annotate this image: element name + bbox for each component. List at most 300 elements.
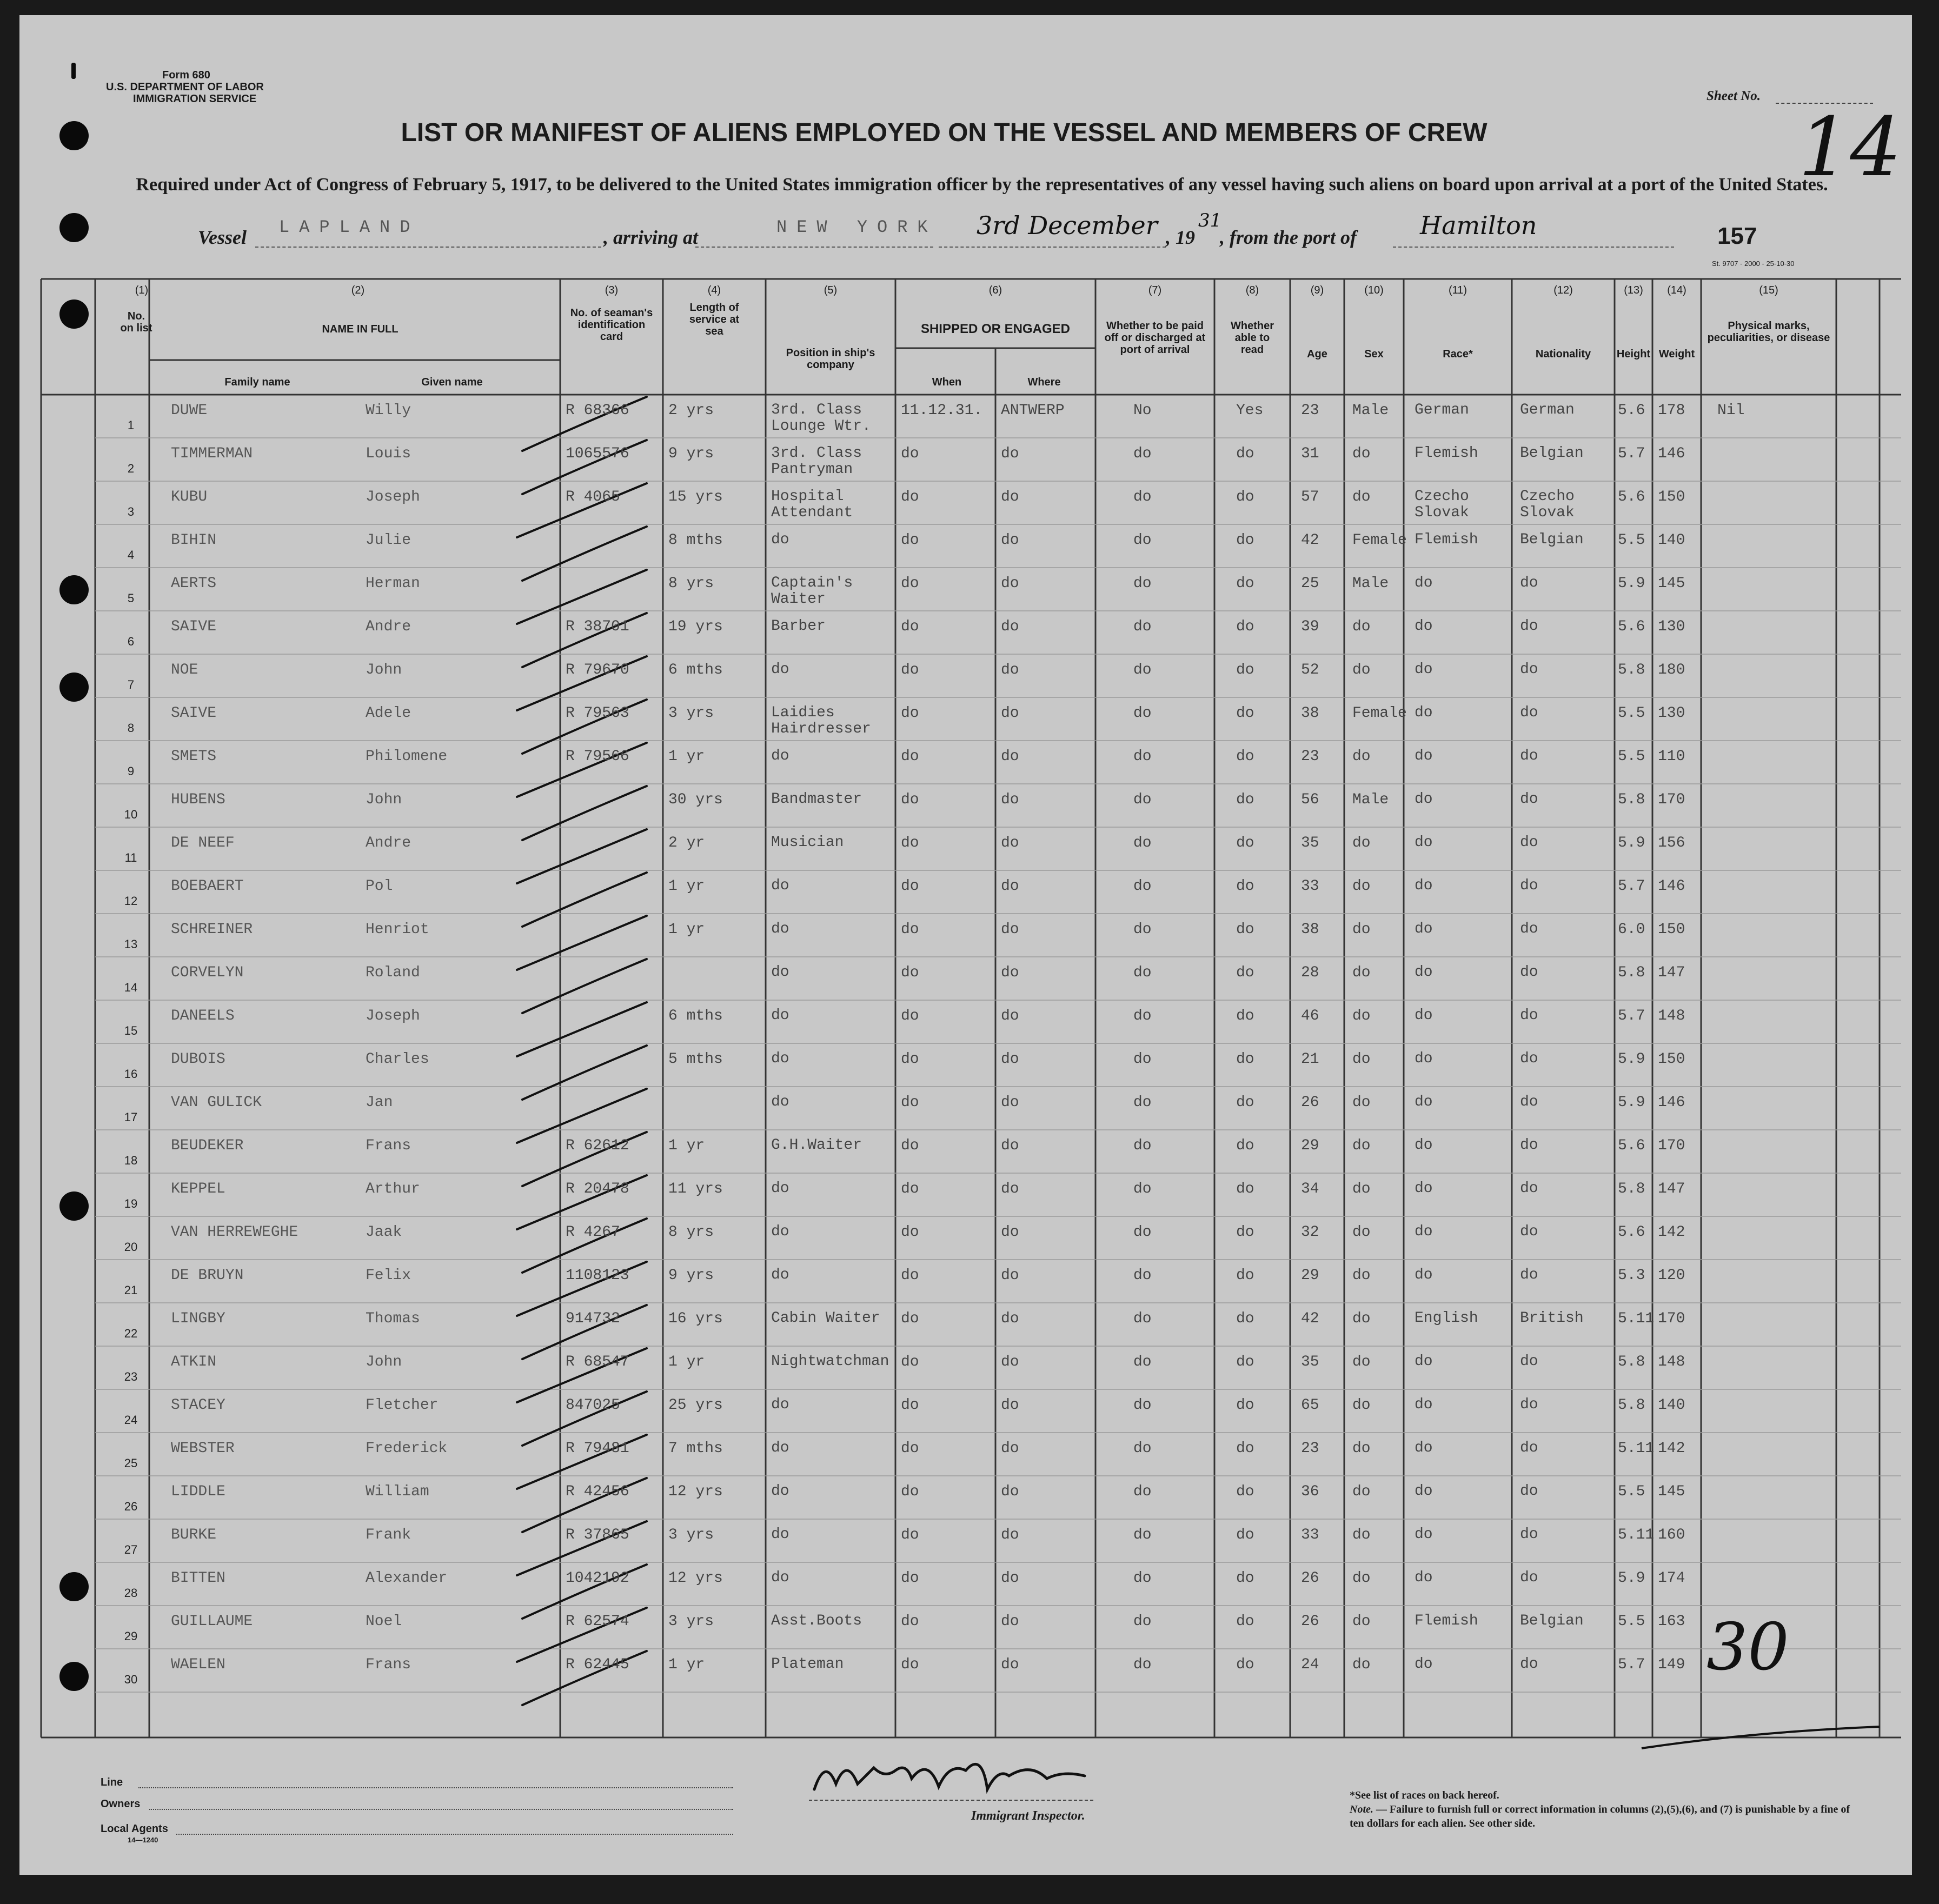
col13-number: (13): [1624, 284, 1643, 296]
col3-header: No. of seaman's identification card: [570, 307, 653, 343]
sex: do: [1352, 1527, 1371, 1543]
nationality: do: [1520, 1267, 1538, 1283]
shipped-when: do: [901, 1008, 919, 1024]
given-name: John: [366, 1354, 402, 1370]
able-to-read: do: [1236, 1440, 1254, 1457]
sex: do: [1352, 445, 1371, 462]
able-to-read: do: [1236, 705, 1254, 722]
agents-rule: [176, 1834, 733, 1835]
paid-off: do: [1133, 1354, 1152, 1370]
height: 5.3: [1618, 1267, 1645, 1284]
able-to-read: do: [1236, 1267, 1254, 1284]
race: do: [1415, 618, 1433, 635]
weight: 140: [1658, 532, 1685, 549]
paid-off: do: [1133, 1656, 1152, 1673]
col1-number: (1): [135, 284, 149, 296]
age: 33: [1301, 1527, 1319, 1543]
position: 3rd. Class Pantryman: [771, 445, 862, 478]
race: do: [1415, 1569, 1433, 1586]
shipped-where: do: [1001, 445, 1019, 462]
age: 32: [1301, 1224, 1319, 1241]
row-number: 9: [127, 764, 135, 778]
owners-label: Owners: [101, 1798, 141, 1810]
year-prefix: , 19: [1166, 227, 1195, 248]
service-length: 16 yrs: [668, 1310, 723, 1327]
height: 6.0: [1618, 921, 1645, 938]
shipped-where: do: [1001, 1137, 1019, 1154]
race: do: [1415, 1440, 1433, 1456]
sex: do: [1352, 1354, 1371, 1370]
height: 5.6: [1618, 402, 1645, 419]
row-number: 3: [127, 505, 135, 518]
race: do: [1415, 1396, 1433, 1413]
race: do: [1415, 575, 1433, 591]
height: 5.11: [1618, 1310, 1655, 1327]
height: 5.9: [1618, 1570, 1645, 1587]
race: do: [1415, 1526, 1433, 1543]
able-to-read: Yes: [1236, 402, 1264, 419]
sex: do: [1352, 878, 1371, 895]
weight: 148: [1658, 1354, 1685, 1370]
able-to-read: do: [1236, 1613, 1254, 1630]
service-length: 9 yrs: [668, 445, 714, 462]
row-number: 18: [124, 1154, 138, 1167]
paid-off: do: [1133, 1397, 1152, 1414]
row-number: 1: [127, 418, 135, 432]
age: 36: [1301, 1483, 1319, 1500]
position: Captain's Waiter: [771, 575, 853, 608]
sex: do: [1352, 1397, 1371, 1414]
note-label: Note.: [1350, 1803, 1373, 1815]
weight: 160: [1658, 1527, 1685, 1543]
page-title: LIST OR MANIFEST OF ALIENS EMPLOYED ON THE VESSEL AND MEMBERS OF CREW: [401, 118, 1488, 147]
race: do: [1415, 1180, 1433, 1197]
nationality: German: [1520, 402, 1575, 418]
family-name: DE NEEF: [171, 835, 235, 851]
nationality: Belgian: [1520, 445, 1584, 462]
id-card: 847025: [566, 1397, 620, 1414]
position: do: [771, 921, 789, 937]
print-code: St. 9707 - 2000 - 25-10-30: [1712, 259, 1795, 268]
shipped-when: do: [901, 878, 919, 895]
height: 5.6: [1618, 489, 1645, 505]
weight: 149: [1658, 1656, 1685, 1673]
shipped-where: do: [1001, 575, 1019, 592]
height: 5.7: [1618, 878, 1645, 895]
nationality: do: [1520, 1526, 1538, 1543]
height: 5.8: [1618, 1397, 1645, 1414]
id-card: R 4267: [566, 1224, 620, 1241]
height: 5.8: [1618, 1354, 1645, 1370]
position: do: [771, 1094, 789, 1110]
nationality: do: [1520, 618, 1538, 635]
shipped-when: do: [901, 1483, 919, 1500]
age: 31: [1301, 445, 1319, 462]
able-to-read: do: [1236, 575, 1254, 592]
given-name: Frank: [366, 1527, 411, 1543]
family-name: GUILLAUME: [171, 1613, 253, 1630]
family-name: DUBOIS: [171, 1051, 225, 1068]
col6-number: (6): [988, 284, 1002, 296]
row-number: 22: [124, 1327, 138, 1340]
position: Barber: [771, 618, 826, 635]
given-name: Herman: [366, 575, 420, 592]
family-name: CORVELYN: [171, 964, 244, 981]
shipped-when: do: [901, 1094, 919, 1111]
age: 52: [1301, 662, 1319, 678]
family-name: BITTEN: [171, 1570, 225, 1587]
position: Cabin Waiter: [771, 1310, 880, 1327]
col2a-header: Family name: [224, 376, 290, 388]
nationality: do: [1520, 1353, 1538, 1370]
shipped-when: do: [901, 1354, 919, 1370]
position: Musician: [771, 834, 844, 851]
height: 5.6: [1618, 618, 1645, 635]
given-name: Charles: [366, 1051, 429, 1068]
shipped-where: do: [1001, 1310, 1019, 1327]
family-name: KEPPEL: [171, 1181, 225, 1197]
id-card: R 37865: [566, 1527, 629, 1543]
position: do: [771, 1180, 789, 1197]
age: 26: [1301, 1570, 1319, 1587]
shipped-when: do: [901, 964, 919, 981]
family-name: BOEBAERT: [171, 878, 244, 895]
family-name: SMETS: [171, 748, 217, 765]
height: 5.8: [1618, 1181, 1645, 1197]
age: 35: [1301, 1354, 1319, 1370]
able-to-read: do: [1236, 1137, 1254, 1154]
able-to-read: do: [1236, 662, 1254, 678]
age: 23: [1301, 748, 1319, 765]
weight: 120: [1658, 1267, 1685, 1284]
race: do: [1415, 748, 1433, 764]
shipped-when: do: [901, 1440, 919, 1457]
service-length: 1 yr: [668, 878, 705, 895]
sex: do: [1352, 1267, 1371, 1284]
nationality: do: [1520, 1050, 1538, 1067]
height: 5.9: [1618, 1094, 1645, 1111]
check-marks: [517, 397, 647, 1705]
given-name: Thomas: [366, 1310, 420, 1327]
shipped-when: do: [901, 1267, 919, 1284]
position: do: [771, 1483, 789, 1500]
height: 5.11: [1618, 1527, 1655, 1543]
row-number: 16: [124, 1067, 138, 1081]
paid-off: do: [1133, 964, 1152, 981]
service-length: 12 yrs: [668, 1483, 723, 1500]
shipped-where: do: [1001, 1483, 1019, 1500]
sex: do: [1352, 1181, 1371, 1197]
row-number: 24: [124, 1413, 138, 1427]
col6a-header: When: [932, 376, 962, 388]
race: Flemish: [1415, 531, 1478, 548]
able-to-read: do: [1236, 1008, 1254, 1024]
able-to-read: do: [1236, 532, 1254, 549]
sex: do: [1352, 489, 1371, 505]
position: do: [771, 877, 789, 894]
row-number: 6: [127, 635, 135, 648]
nationality: do: [1520, 877, 1538, 894]
race: do: [1415, 877, 1433, 894]
height: 5.8: [1618, 964, 1645, 981]
sex: do: [1352, 1051, 1371, 1068]
row-number: 7: [127, 678, 135, 691]
able-to-read: do: [1236, 1527, 1254, 1543]
service-length: 11 yrs: [668, 1181, 723, 1197]
age: 42: [1301, 1310, 1319, 1327]
date-underline: [939, 247, 1166, 248]
race: do: [1415, 704, 1433, 721]
row-number: 10: [124, 808, 138, 821]
position: do: [771, 1526, 789, 1543]
paid-off: do: [1133, 1483, 1152, 1500]
height: 5.7: [1618, 1656, 1645, 1673]
paid-off: do: [1133, 705, 1152, 722]
family-name: DANEELS: [171, 1008, 235, 1024]
shipped-where: do: [1001, 532, 1019, 549]
service-length: 6 mths: [668, 662, 723, 678]
weight: 146: [1658, 878, 1685, 895]
nationality: do: [1520, 1223, 1538, 1240]
family-name: STACEY: [171, 1397, 225, 1414]
vessel-name: LAPLAND: [279, 217, 420, 237]
service-length: 6 mths: [668, 1008, 723, 1024]
position: do: [771, 1007, 789, 1024]
position: Nightwatchman: [771, 1353, 889, 1370]
sex: do: [1352, 1094, 1371, 1111]
age: 28: [1301, 964, 1319, 981]
race: do: [1415, 1137, 1433, 1154]
service-length: 30 yrs: [668, 791, 723, 808]
position: do: [771, 531, 789, 548]
paid-off: do: [1133, 878, 1152, 895]
page-number: 157: [1717, 223, 1757, 249]
weight: 180: [1658, 662, 1685, 678]
position: do: [771, 1223, 789, 1240]
shipped-when: do: [901, 445, 919, 462]
shipped-when: do: [901, 489, 919, 505]
nationality: do: [1520, 1396, 1538, 1413]
age: 38: [1301, 705, 1319, 722]
given-name: Adele: [366, 705, 411, 722]
sex: do: [1352, 1483, 1371, 1500]
col4-number: (4): [707, 284, 721, 296]
given-name: Frans: [366, 1656, 411, 1673]
col2-header: NAME IN FULL: [322, 323, 399, 335]
sex: do: [1352, 1570, 1371, 1587]
paid-off: do: [1133, 618, 1152, 635]
sheet-number-label: Sheet No.: [1706, 89, 1761, 103]
height: 5.7: [1618, 1008, 1645, 1024]
able-to-read: do: [1236, 1051, 1254, 1068]
shipped-where: do: [1001, 1527, 1019, 1543]
height: 5.8: [1618, 791, 1645, 808]
paid-off: do: [1133, 835, 1152, 851]
sex: do: [1352, 835, 1371, 851]
race: do: [1415, 1007, 1433, 1024]
id-card: 914732: [566, 1310, 620, 1327]
given-name: Pol: [366, 878, 393, 895]
id-card: R 42456: [566, 1483, 629, 1500]
form-identifier: [106, 69, 264, 105]
race: German: [1415, 402, 1469, 418]
service-length: 12 yrs: [668, 1570, 723, 1587]
paid-off: do: [1133, 662, 1152, 678]
weight: 148: [1658, 1008, 1685, 1024]
race: do: [1415, 661, 1433, 678]
weight: 163: [1658, 1613, 1685, 1630]
weight: 140: [1658, 1397, 1685, 1414]
family-name: KUBU: [171, 489, 208, 505]
paid-off: do: [1133, 1137, 1152, 1154]
sex: do: [1352, 1440, 1371, 1457]
id-card: R 68366: [566, 402, 629, 419]
row-number: 29: [124, 1629, 138, 1643]
weight: 170: [1658, 1137, 1685, 1154]
race: do: [1415, 1094, 1433, 1110]
col7-number: (7): [1148, 284, 1162, 296]
family-name: LIDDLE: [171, 1483, 225, 1500]
given-name: Julie: [366, 532, 411, 549]
shipped-where: do: [1001, 964, 1019, 981]
col2-number: (2): [351, 284, 365, 296]
shipped-when: do: [901, 618, 919, 635]
family-name: ATKIN: [171, 1354, 217, 1370]
binder-hole: [59, 213, 89, 242]
nationality: do: [1520, 834, 1538, 851]
row-number: 15: [124, 1024, 138, 1037]
sex: do: [1352, 964, 1371, 981]
family-name: VAN HERREWEGHE: [171, 1224, 298, 1241]
position: do: [771, 964, 789, 981]
race: do: [1415, 834, 1433, 851]
height: 5.6: [1618, 1137, 1645, 1154]
col6b-header: Where: [1027, 376, 1061, 388]
weight: 170: [1658, 791, 1685, 808]
family-name: VAN GULICK: [171, 1094, 262, 1111]
col4-header: Length of service at sea: [689, 302, 740, 337]
sex: do: [1352, 1656, 1371, 1673]
age: 21: [1301, 1051, 1319, 1068]
shipped-when: do: [901, 575, 919, 592]
sex: Male: [1352, 575, 1389, 592]
height: 5.6: [1618, 1224, 1645, 1241]
able-to-read: do: [1236, 445, 1254, 462]
shipped-when: 11.12.31.: [901, 402, 983, 419]
age: 29: [1301, 1267, 1319, 1284]
position: do: [771, 1569, 789, 1586]
height: 5.9: [1618, 835, 1645, 851]
height: 5.5: [1618, 748, 1645, 765]
department: U.S. DEPARTMENT OF LABOR: [106, 81, 264, 93]
weight: 130: [1658, 618, 1685, 635]
family-name: NOE: [171, 662, 198, 678]
sex: Female: [1352, 532, 1407, 549]
height: 5.5: [1618, 1483, 1645, 1500]
vessel-label: Vessel: [198, 227, 247, 248]
row-number: 11: [124, 851, 137, 864]
given-name: Frederick: [366, 1440, 448, 1457]
weight: 150: [1658, 921, 1685, 938]
paid-off: do: [1133, 1008, 1152, 1024]
shipped-where: ANTWERP: [1001, 402, 1065, 419]
given-name: Fletcher: [366, 1397, 439, 1414]
able-to-read: do: [1236, 921, 1254, 938]
binder-hole: [59, 121, 89, 150]
nationality: do: [1520, 1569, 1538, 1586]
nationality: do: [1520, 1094, 1538, 1110]
service-length: 25 yrs: [668, 1397, 723, 1414]
given-name: Henriot: [366, 921, 429, 938]
height: 5.5: [1618, 705, 1645, 722]
port-underline: [695, 247, 933, 248]
row-number: 25: [124, 1456, 138, 1470]
paid-off: do: [1133, 532, 1152, 549]
weight: 170: [1658, 1310, 1685, 1327]
row-number: 28: [124, 1586, 138, 1600]
paid-off: do: [1133, 1224, 1152, 1241]
height: 5.9: [1618, 575, 1645, 592]
paid-off: do: [1133, 575, 1152, 592]
position: do: [771, 1050, 789, 1067]
family-name: DUWE: [171, 402, 208, 419]
row-number: 19: [124, 1197, 138, 1210]
paid-off: do: [1133, 1310, 1152, 1327]
service-length: 3 yrs: [668, 1613, 714, 1630]
nationality: do: [1520, 1656, 1538, 1673]
row-number: 30: [124, 1673, 138, 1686]
given-name: Arthur: [366, 1181, 420, 1197]
form-number: Form 680: [162, 69, 210, 81]
paid-off: do: [1133, 1570, 1152, 1587]
sex: do: [1352, 618, 1371, 635]
race: Flemish: [1415, 445, 1478, 462]
col3-number: (3): [605, 284, 619, 296]
service: IMMIGRATION SERVICE: [133, 93, 257, 105]
family-name: BIHIN: [171, 532, 217, 549]
arriving-label: , arriving at: [603, 227, 699, 248]
shipped-where: do: [1001, 748, 1019, 765]
year-handwritten: 31: [1198, 210, 1222, 231]
race: Czecho Slovak: [1415, 488, 1469, 521]
position: Hospital Attendant: [771, 488, 853, 521]
from-port: Hamilton: [1420, 211, 1537, 240]
age: 23: [1301, 402, 1319, 419]
shipped-when: do: [901, 662, 919, 678]
shipped-where: do: [1001, 1397, 1019, 1414]
shipped-where: do: [1001, 1570, 1019, 1587]
id-card: R 38701: [566, 618, 629, 635]
age: 33: [1301, 878, 1319, 895]
paid-off: No: [1133, 402, 1152, 419]
sex: Male: [1352, 791, 1389, 808]
age: 38: [1301, 921, 1319, 938]
age: 56: [1301, 791, 1319, 808]
shipped-where: do: [1001, 1008, 1019, 1024]
col5-number: (5): [824, 284, 838, 296]
vessel-underline: [255, 247, 601, 248]
able-to-read: do: [1236, 1354, 1254, 1370]
shipped-where: do: [1001, 489, 1019, 505]
family-name: BURKE: [171, 1527, 217, 1543]
shipped-when: do: [901, 1570, 919, 1587]
nationality: do: [1520, 964, 1538, 981]
weight: 147: [1658, 1181, 1685, 1197]
service-length: 19 yrs: [668, 618, 723, 635]
height: 5.8: [1618, 662, 1645, 678]
shipped-where: do: [1001, 791, 1019, 808]
paid-off: do: [1133, 1181, 1152, 1197]
